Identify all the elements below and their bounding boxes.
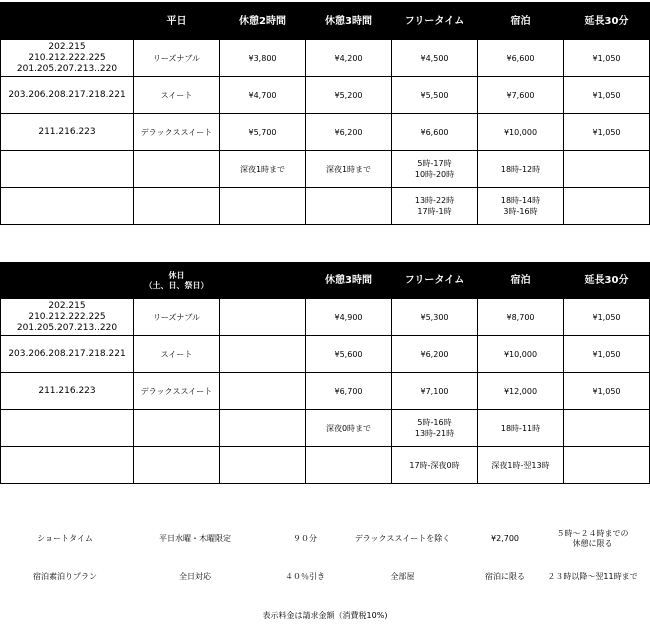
header-cell-weekday: 平日	[134, 3, 220, 40]
empty-cell	[220, 410, 306, 447]
price-cell: ¥6,600	[478, 40, 564, 77]
room-type: デラックススイート	[134, 114, 220, 151]
note-duration: ９０分	[293, 534, 317, 543]
price-cell: ¥1,050	[564, 114, 650, 151]
note-rooms: デラックススイートを除く	[354, 534, 451, 543]
time-cell: 深夜1時-翌13時	[478, 447, 564, 484]
table-header-row	[1, 3, 650, 40]
header-cell: 延長30分	[564, 263, 650, 299]
room-numbers: 202.215 210.212.222.225 201.205.207.213..220	[1, 40, 134, 77]
header-cell: 休憩2時間	[220, 3, 306, 40]
price-cell: ¥6,700	[306, 373, 392, 410]
price-cell: ¥5,700	[220, 114, 306, 151]
header-cell: 宿泊	[478, 263, 564, 299]
price-cell: ¥4,200	[306, 40, 392, 77]
holiday-rate-table	[0, 262, 650, 484]
price-cell: ¥6,200	[306, 114, 392, 151]
empty-cell	[306, 447, 392, 484]
time-cell: 深夜0時まで	[306, 410, 392, 447]
price-cell: ¥7,100	[392, 373, 478, 410]
room-numbers: 211.216.223	[1, 373, 134, 410]
price-cell: ¥5,500	[392, 77, 478, 114]
price-cell: ¥4,700	[220, 77, 306, 114]
header-cell	[220, 263, 306, 299]
empty-cell	[220, 188, 306, 225]
note-plan-name: ショートタイム	[37, 534, 93, 543]
time-cell: 5時-17時 10時-20時	[392, 151, 478, 188]
empty-cell	[306, 188, 392, 225]
price-cell: ¥1,050	[564, 40, 650, 77]
empty-cell	[220, 447, 306, 484]
weekday-rate-table	[0, 2, 650, 225]
price-cell: ¥1,050	[564, 336, 650, 373]
note-row-short-time	[0, 527, 650, 551]
price-cell: ¥5,600	[306, 336, 392, 373]
room-numbers: 203.206.208.217.218.221	[1, 336, 134, 373]
room-type: デラックススイート	[134, 373, 220, 410]
tax-footnote: 表示料金は請求金額（消費税10%)	[262, 611, 388, 620]
empty-cell	[134, 410, 220, 447]
price-cell: ¥10,000	[478, 336, 564, 373]
room-numbers: 202.215 210.212.222.225 201.205.207.213..220	[1, 299, 134, 336]
table-row	[1, 188, 650, 225]
table-row	[1, 447, 650, 484]
table-row	[1, 40, 650, 77]
time-cell: 18時-11時	[478, 410, 564, 447]
table-row	[1, 114, 650, 151]
time-cell: 深夜1時まで	[306, 151, 392, 188]
note-days: 全日対応	[179, 572, 211, 581]
table-row	[1, 151, 650, 188]
header-cell: 休憩3時間	[306, 3, 392, 40]
price-cell: ¥4,500	[392, 40, 478, 77]
time-cell: 5時-16時 13時-21時	[392, 410, 478, 447]
room-type: リーズナブル	[134, 299, 220, 336]
table-row	[1, 410, 650, 447]
table-row	[1, 336, 650, 373]
empty-cell	[564, 447, 650, 484]
room-type: スイート	[134, 77, 220, 114]
price-cell: ¥5,300	[392, 299, 478, 336]
price-cell: ¥6,200	[392, 336, 478, 373]
empty-cell	[220, 336, 306, 373]
empty-cell	[220, 373, 306, 410]
price-cell: ¥3,800	[220, 40, 306, 77]
time-cell: 18時-14時 3時-16時	[478, 188, 564, 225]
table-row	[1, 373, 650, 410]
room-type: スイート	[134, 336, 220, 373]
price-cell: ¥1,050	[564, 373, 650, 410]
note-price: ¥2,700	[491, 534, 519, 543]
note-row-stay-plan	[0, 565, 650, 589]
price-cell: ¥7,600	[478, 77, 564, 114]
room-type: リーズナブル	[134, 40, 220, 77]
empty-cell	[1, 188, 134, 225]
empty-cell	[564, 410, 650, 447]
empty-cell	[1, 151, 134, 188]
room-numbers: 203.206.208.217.218.221	[1, 77, 134, 114]
price-cell: ¥10,000	[478, 114, 564, 151]
table-header-row	[1, 263, 650, 299]
price-cell: ¥1,050	[564, 77, 650, 114]
header-cell: 宿泊	[478, 3, 564, 40]
header-cell: 延長30分	[564, 3, 650, 40]
price-cell: ¥4,900	[306, 299, 392, 336]
header-cell	[1, 263, 134, 299]
price-cell: ¥5,200	[306, 77, 392, 114]
empty-cell	[564, 151, 650, 188]
price-cell: ¥1,050	[564, 299, 650, 336]
room-numbers: 211.216.223	[1, 114, 134, 151]
empty-cell	[1, 447, 134, 484]
note-condition: ５時～２４時までの 休憩に限る	[556, 529, 629, 548]
empty-cell	[220, 299, 306, 336]
empty-cell	[134, 151, 220, 188]
empty-cell	[134, 447, 220, 484]
table-row	[1, 299, 650, 336]
header-cell: フリータイム	[392, 263, 478, 299]
note-rooms: 全部屋	[390, 572, 415, 581]
price-cell: ¥12,000	[478, 373, 564, 410]
header-cell: 休憩3時間	[306, 263, 392, 299]
header-cell-holiday: 休日 （土、日、祭日）	[134, 263, 220, 299]
note-plan-name: 宿泊素泊りプラン	[33, 572, 97, 581]
note-restriction: 宿泊に限る	[485, 572, 525, 581]
time-cell: 13時-22時 17時-1時	[392, 188, 478, 225]
price-cell: ¥6,600	[392, 114, 478, 151]
note-condition: ２３時以降～翌11時まで	[547, 572, 638, 581]
empty-cell	[134, 188, 220, 225]
empty-cell	[1, 410, 134, 447]
empty-cell	[564, 188, 650, 225]
time-cell: 18時-12時	[478, 151, 564, 188]
table-row	[1, 77, 650, 114]
price-cell: ¥8,700	[478, 299, 564, 336]
header-cell: フリータイム	[392, 3, 478, 40]
time-cell: 17時-深夜0時	[392, 447, 478, 484]
note-discount: ４０％引き	[285, 572, 325, 581]
time-cell: 深夜1時まで	[220, 151, 306, 188]
note-days: 平日水曜・木曜限定	[159, 534, 231, 543]
header-cell	[1, 3, 134, 40]
